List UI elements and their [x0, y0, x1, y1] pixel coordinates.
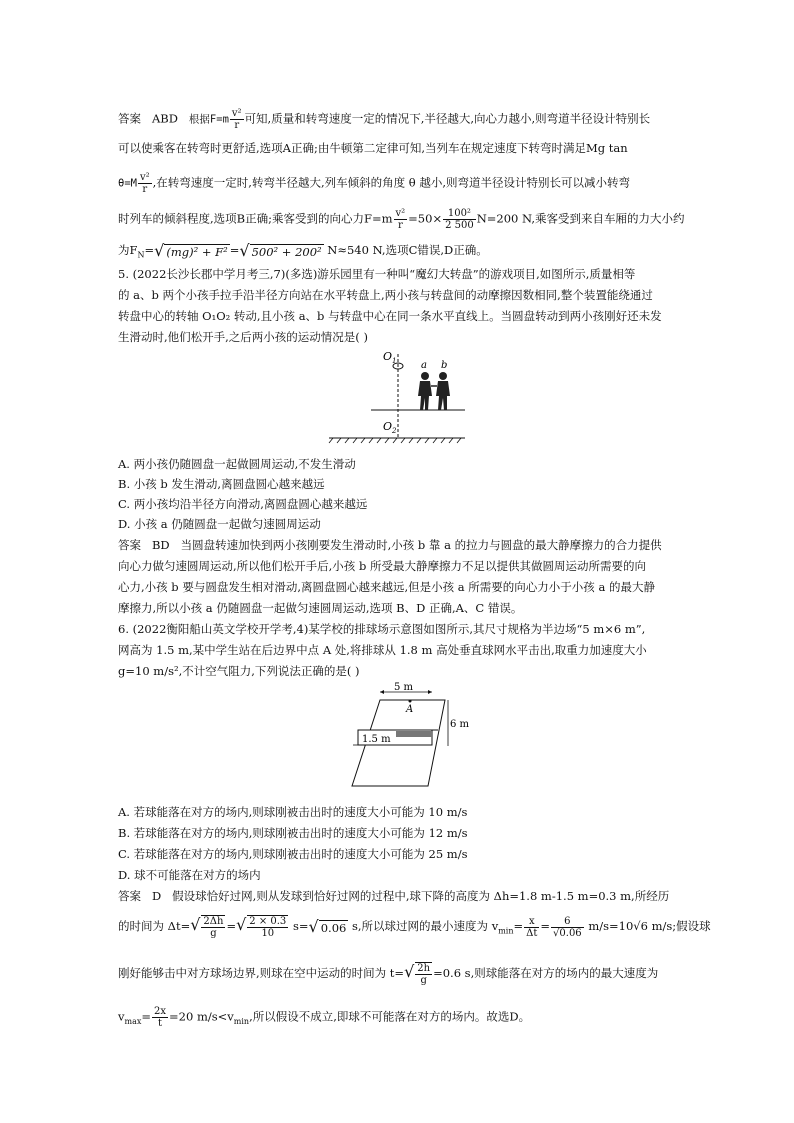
q6-answer-line-3: 刚好能够击中对方球场边界,则球在空中运动的时间为 t=√ $\frac{2h}{g}$ =0.6 s,则球能落在对方的场内的最大速度为 — [118, 962, 659, 986]
answer-choice: BD — [151, 538, 170, 552]
q6-stem-3: g=10 m/s²,不计空气阻力,下列说法正确的是( ) — [118, 664, 360, 678]
q5-stem-2: 的 a、b 两个小孩手拉手沿半径方向站在水平转盘上,两小孩与转盘间的动摩擦因数相同,整个装置能绕通过 — [118, 288, 653, 302]
answer-label: 答案 — [118, 889, 141, 903]
label-b: b — [441, 360, 448, 371]
sqrt-expression: √ (mg)² + F² — [154, 240, 228, 260]
turntable-figure — [325, 346, 470, 446]
q6-stem-1: 6. (2022衡阳船山英文学校开学考,4)某学校的排球场示意图如图所示,其尺寸规格为半边场“5 m×6 m”, — [118, 622, 646, 636]
q5-stem-3: 转盘中心的转轴 O₁O₂ 转动,且小孩 a、b 与转盘中心在同一条水平直线上。当圆盘转动到两小孩刚好还未发 — [118, 309, 662, 323]
answer-choice: D — [151, 889, 162, 903]
fraction: $\frac{x}{\Delta t}$ — [526, 915, 538, 939]
sqrt-expression: √ $\frac{2h}{g}$ — [404, 962, 431, 986]
q6-answer-line-2: 的时间为 Δt=√ $\frac{2\Delta h}{g}$ =√ $\frac{2 \times 0.3}{10}$ s=√ 0.06 s,所以球过网的最小速度为 $v_{min}=$ $\frac{x}{\Delta t}$ = $\frac{6}{√0.06}$ m/s=10√6 m/s;假设球 — [118, 915, 711, 939]
q4-answer-line-4: 时列车的倾斜程度,选项B正确;乘客受到的向心力F=m $\frac{\text{v²}}{r}$ =50× $\frac{\text{100²}}{2 500}$ N=200 N,乘客受到来自车厢的力大小约 — [118, 208, 685, 231]
ground-hatching — [329, 438, 461, 443]
q5-stem-4: 生滑动时,他们松开手,之后两小孩的运动情况是( ) — [118, 330, 368, 344]
sqrt-expression: √ $\frac{2\Delta h}{g}$ — [190, 915, 224, 939]
sqrt-expression: √ $\frac{2 \times 0.3}{10}$ — [236, 915, 287, 939]
label-a: a — [421, 360, 427, 371]
answer-choice: ABD — [151, 111, 178, 126]
answer-label: 答案 — [118, 111, 141, 126]
q5-answer-line-1: 答案 BD 当圆盘转速加快到两小孩刚要发生滑动时,小孩 b 靠 a 的拉力与圆盘的最大静摩擦力的合力提供 — [118, 538, 662, 552]
q4-answer-line-3: θ=M $\frac{\text{v²}}{r}$ ,在转弯速度一定时,转弯半径越大,列车倾斜的角度 θ 越小,则弯道半径设计特别长可以减小转弯 — [118, 172, 630, 195]
child-a-figure — [418, 372, 432, 410]
fraction: $\frac{2x}{t}$ — [154, 1006, 167, 1029]
q5-option-d: D. 小孩 a 仍随圆盘一起做匀速圆周运动 — [118, 517, 321, 531]
answer-label: 答案 — [118, 538, 141, 552]
q6-option-d: D. 球不可能落在对方的场内 — [118, 868, 261, 882]
label-o1: $O_1$ — [383, 350, 397, 365]
q4-answer-line-1: 答案 ABD 根据F=m $\frac{\text{v²}}{r}$ 可知,质量和转弯速度一定的情况下,半径越大,向心力越小,则弯道半径设计特别长 — [118, 108, 651, 131]
q5-option-c: C. 两小孩均沿半径方向滑动,离圆盘圆心越来越远 — [118, 497, 368, 511]
label-o2: $O_2$ — [383, 420, 397, 435]
q5-stem-1: 5. (2022长沙长郡中学月考三,7)(多选)游乐园里有一种叫“魔幻大转盘”的游戏项目,如图所示,质量相等 — [118, 267, 636, 281]
point-a-label: A — [406, 704, 414, 715]
child-b-figure — [436, 372, 450, 410]
fraction: $\frac{\text{100²}}{2 500}$ — [445, 208, 474, 231]
fraction: $\frac{\text{v²}}{r}$ — [395, 208, 406, 231]
q5-answer-line-4: 摩擦力,所以小孩 a 仍随圆盘一起做匀速圆周运动,选项 B、D 正确,A、C 错误。 — [118, 601, 523, 615]
q6-option-a: A. 若球能落在对方的场内,则球刚被击出时的速度大小可能为 10 m/s — [118, 805, 468, 819]
sqrt-expression: √ 0.06 — [308, 916, 347, 936]
q6-option-c: C. 若球能落在对方的场内,则球刚被击出时的速度大小可能为 25 m/s — [118, 847, 468, 861]
point-a-marker — [409, 700, 412, 703]
q6-answer-line-1: 答案 D 假设球恰好过网,则从发球到恰好过网的过程中,球下降的高度为 Δh=1.8 m-1.5 m=0.3 m,所经历 — [118, 889, 670, 903]
net-band — [396, 731, 432, 737]
fraction: $\frac{\text{v²}}{r}$ — [139, 172, 150, 195]
fraction: $\frac{6}{√0.06}$ — [553, 915, 582, 939]
q4-answer-line-2: 可以使乘客在转弯时更舒适,选项A正确;由牛顿第二定律可知,当列车在规定速度下转弯时满足Mg tan — [118, 141, 628, 155]
q6-answer-line-4: $v_{max}=$ $\frac{2x}{t}$ =20 $m/s<v_{min}$,所以假设不成立,即球不可能落在对方的场内。故选D。 — [118, 1006, 531, 1029]
q5-option-b: B. 小孩 b 发生滑动,离圆盘圆心越来越远 — [118, 477, 325, 491]
q6-stem-2: 网高为 1.5 m,某中学生站在后边界中点 A 处,将排球从 1.8 m 高处垂直球网水平击出,取重力加速度大小 — [118, 643, 647, 657]
sqrt-expression: √ 500² + 200² — [239, 240, 322, 260]
q6-option-b: B. 若球能落在对方的场内,则球刚被击出时的速度大小可能为 12 m/s — [118, 826, 468, 840]
q4-answer-line-5: 为$F_N=√$ (mg)² + F² =√ 500² + 200² N≈540 N,选项C错误,D正确。 — [118, 240, 488, 260]
q5-option-a: A. 两小孩仍随圆盘一起做圆周运动,不发生滑动 — [118, 457, 356, 471]
length-label: 6 m — [450, 719, 470, 730]
width-label: 5 m — [394, 682, 414, 693]
net-height-label: 1.5 m — [362, 734, 391, 745]
volleyball-court-figure — [350, 680, 470, 800]
fraction: $\frac{\text{v²}}{r}$ — [231, 108, 242, 131]
q5-answer-line-3: 心力,小孩 b 要与圆盘发生相对滑动,离圆盘圆心越来越远,但是小孩 a 所需要的向心力小于小孩 a 的最大静 — [118, 580, 655, 594]
q5-answer-line-2: 向心力做匀速圆周运动,所以他们松开手后,小孩 b 所受最大静摩擦力不足以提供其做圆周运动所需要的向 — [118, 559, 646, 573]
